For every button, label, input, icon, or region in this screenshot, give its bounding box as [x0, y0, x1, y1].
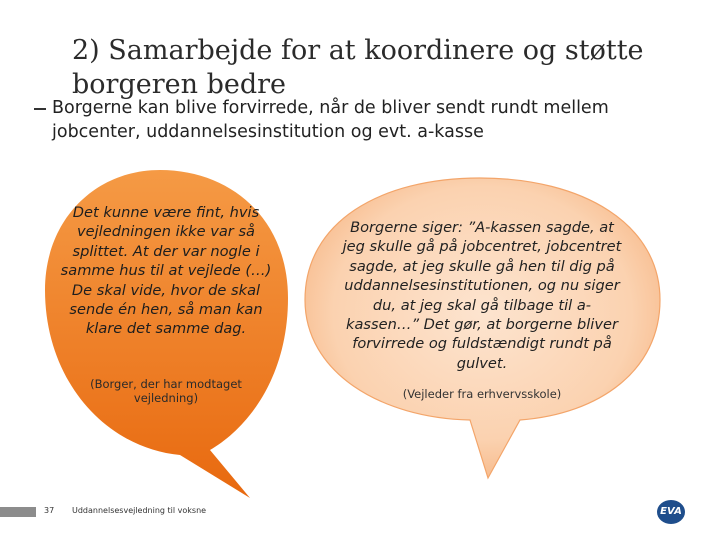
left-bubble-quote: Det kunne være fint, hvis vejledningen ikke var så splittet. At der var nogle i samme hus til at vejlede (…) De skal vide, hvor de skal sende én hen, så man kan klare det samme dag.: [60, 204, 272, 338]
bullet-text: Borgerne kan blive forvirrede, når de bliver sendt rundt mellem jobcenter, uddannelsesinstitution og evt. a-kasse: [52, 98, 609, 142]
footer-text: Uddannelsesvejledning til voksne: [72, 506, 207, 515]
right-bubble-attribution: (Vejleder fra erhvervsskole): [402, 387, 562, 401]
eva-logo: EVA: [657, 500, 685, 524]
right-bubble-quote: Borgerne siger: ”A-kassen sagde, at jeg skulle gå på jobcentret, jobcentret sagde, at jeg skulle gå hen til dig på uddannelsesinstitutionen, og nu siger du, at jeg skal gå tilbage til a-kassen…” Det gør, at borgerne bliver forvirrede og fuldstændigt rundt på gulvet.: [342, 219, 622, 372]
left-bubble-attribution: (Borger, der har modtaget vejledning): [90, 377, 242, 405]
footer-bar: [0, 507, 36, 517]
slide-title: 2) Samarbejde for at koordinere og støtte borgeren bedre: [72, 35, 644, 100]
page-number: 37: [44, 506, 55, 515]
